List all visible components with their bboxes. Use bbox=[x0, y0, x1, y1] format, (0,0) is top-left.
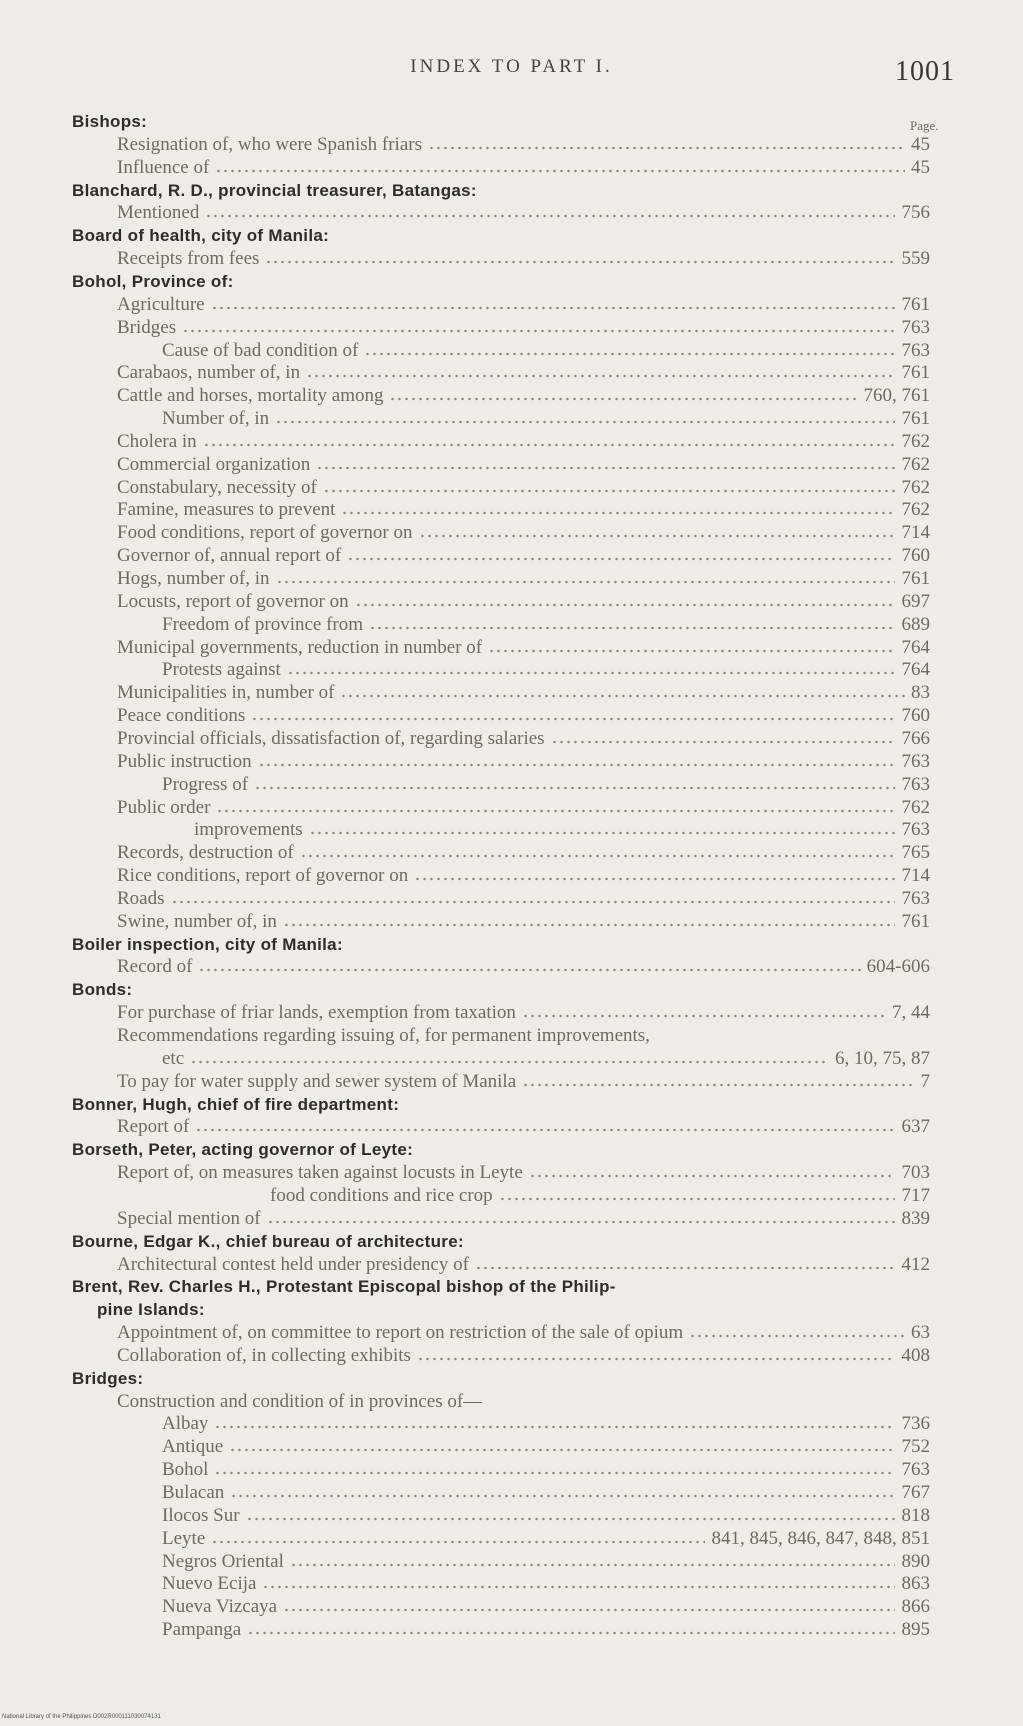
index-heading: Bonner, Hugh, chief of fire department: bbox=[72, 1094, 400, 1114]
entry-text: Number of, in bbox=[162, 408, 270, 430]
dot-leader bbox=[522, 1014, 886, 1018]
dot-leader bbox=[214, 1471, 895, 1475]
dot-leader bbox=[475, 1266, 895, 1270]
dot-leader bbox=[283, 923, 895, 927]
dot-leader bbox=[230, 1494, 895, 1498]
dot-leader bbox=[215, 169, 905, 173]
entry-text: Recommendations regarding issuing of, for permanent improvements, bbox=[117, 1025, 650, 1046]
dot-leader bbox=[265, 260, 895, 264]
entry-text: Peace conditions bbox=[117, 705, 246, 727]
page-reference: 762 bbox=[901, 796, 930, 818]
entry-text: Special mention of bbox=[117, 1207, 261, 1229]
entry-text: Commercial organization bbox=[117, 453, 311, 475]
index-entry bbox=[0, 339, 1023, 362]
page-reference: 765 bbox=[901, 842, 930, 864]
dot-leader bbox=[488, 649, 895, 653]
index-entry bbox=[0, 361, 1023, 384]
dot-leader bbox=[251, 717, 895, 721]
entry-text: Progress of bbox=[162, 773, 249, 795]
index-entry bbox=[0, 1481, 1023, 1504]
dot-leader bbox=[316, 466, 895, 470]
page-reference: 83 bbox=[911, 682, 930, 704]
dot-leader bbox=[267, 1220, 895, 1224]
index-entry bbox=[0, 1435, 1023, 1458]
entry-text: Cholera in bbox=[117, 430, 197, 452]
page-reference: 841, 845, 846, 847, 848, 851 bbox=[711, 1527, 930, 1549]
page-reference: 763 bbox=[901, 887, 930, 909]
page-reference: 761 bbox=[901, 362, 930, 384]
page-reference: 762 bbox=[901, 499, 930, 521]
page-reference: 559 bbox=[901, 248, 930, 270]
entry-text: Record of bbox=[117, 956, 193, 978]
dot-leader bbox=[341, 511, 895, 515]
index-entry bbox=[0, 818, 1023, 841]
index-heading: Bonds: bbox=[72, 980, 133, 1000]
index-entry bbox=[0, 201, 1023, 224]
entry-text: Rice conditions, report of governor on bbox=[117, 865, 409, 887]
index-entry bbox=[0, 1047, 1023, 1070]
entry-text: Albay bbox=[162, 1413, 209, 1435]
entry-text: Resignation of, who were Spanish friars bbox=[117, 133, 422, 155]
dot-leader bbox=[287, 671, 895, 675]
entry-text: Municipal governments, reduction in number of bbox=[117, 636, 483, 658]
dot-leader bbox=[254, 786, 895, 790]
entry-text: To pay for water supply and sewer system of Manila bbox=[117, 1070, 517, 1092]
dot-leader bbox=[275, 420, 895, 424]
entry-text: etc bbox=[162, 1047, 185, 1069]
index-entry bbox=[0, 773, 1023, 796]
dot-leader bbox=[355, 603, 895, 607]
entry-text: Records, destruction of bbox=[117, 842, 294, 864]
entry-text: Negros Oriental bbox=[162, 1550, 284, 1572]
dot-leader bbox=[306, 374, 895, 378]
index-heading: pine Islands: bbox=[97, 1300, 205, 1320]
index-heading-line bbox=[0, 270, 1023, 293]
index-heading-line bbox=[0, 1298, 1023, 1321]
index-heading: Board of health, city of Manila: bbox=[72, 226, 330, 246]
entry-text: food conditions and rice crop bbox=[270, 1184, 493, 1206]
dot-leader bbox=[309, 831, 895, 835]
entry-text: Collaboration of, in collecting exhibits bbox=[117, 1344, 411, 1366]
dot-leader bbox=[283, 1608, 895, 1612]
page-number: 1001 bbox=[895, 56, 955, 87]
dot-leader bbox=[211, 306, 895, 310]
page-reference: 763 bbox=[901, 750, 930, 772]
page-reference: 63 bbox=[911, 1322, 930, 1344]
entry-text: For purchase of friar lands, exemption from taxation bbox=[117, 1002, 516, 1024]
dot-leader bbox=[347, 557, 895, 561]
page-reference: 766 bbox=[901, 727, 930, 749]
dot-leader bbox=[229, 1448, 895, 1452]
page-reference: 761 bbox=[901, 293, 930, 315]
index-entry bbox=[0, 453, 1023, 476]
entry-text: Pampanga bbox=[162, 1619, 242, 1641]
entry-text: Receipts from fees bbox=[117, 248, 260, 270]
index-entry bbox=[0, 521, 1023, 544]
index-heading: Bourne, Edgar K., chief bureau of architecture: bbox=[72, 1231, 464, 1251]
page-reference: 45 bbox=[911, 133, 930, 155]
entry-text: Public instruction bbox=[117, 750, 252, 772]
page-reference: 604-606 bbox=[866, 956, 930, 978]
entry-text: Swine, number of, in bbox=[117, 910, 277, 932]
dot-leader bbox=[689, 1334, 905, 1338]
dot-leader bbox=[247, 1631, 895, 1635]
page-reference: 760 bbox=[901, 705, 930, 727]
dot-leader bbox=[417, 1357, 895, 1361]
dot-leader bbox=[276, 580, 895, 584]
index-heading-line bbox=[0, 224, 1023, 247]
index-entry bbox=[0, 1161, 1023, 1184]
page-reference: 761 bbox=[901, 910, 930, 932]
dot-leader bbox=[198, 968, 861, 972]
dot-leader bbox=[369, 626, 895, 630]
index-entry bbox=[0, 1024, 1023, 1047]
index-entry bbox=[0, 681, 1023, 704]
dot-leader bbox=[211, 1540, 705, 1544]
entry-text: Leyte bbox=[162, 1527, 206, 1549]
entry-text: Bulacan bbox=[162, 1482, 225, 1503]
entry-text: Constabulary, necessity of bbox=[117, 476, 317, 498]
index-entry bbox=[0, 498, 1023, 521]
dot-leader bbox=[190, 1060, 829, 1064]
index-entry bbox=[0, 658, 1023, 681]
entry-text: Architectural contest held under presidency of bbox=[117, 1253, 469, 1275]
entry-text: Antique bbox=[162, 1436, 224, 1458]
page-reference: 756 bbox=[901, 202, 930, 224]
page-reference: 763 bbox=[901, 316, 930, 338]
index-entry bbox=[0, 1390, 1023, 1413]
index-entry bbox=[0, 750, 1023, 773]
index-heading-line bbox=[0, 933, 1023, 956]
index-heading-line bbox=[0, 1275, 1023, 1298]
entry-text: Report of bbox=[117, 1116, 190, 1138]
index-entry bbox=[0, 1207, 1023, 1230]
page-reference: 412 bbox=[901, 1253, 930, 1275]
index-entry bbox=[0, 567, 1023, 590]
dot-leader bbox=[171, 900, 895, 904]
dot-leader bbox=[323, 489, 895, 493]
index-entry bbox=[0, 590, 1023, 613]
index-entry bbox=[0, 293, 1023, 316]
index-entry bbox=[0, 384, 1023, 407]
page-reference: 890 bbox=[901, 1550, 930, 1572]
index-entry bbox=[0, 1595, 1023, 1618]
index-heading: Bishops: bbox=[72, 112, 148, 131]
index-entry bbox=[0, 1504, 1023, 1527]
index-entry bbox=[0, 1001, 1023, 1024]
index-entry bbox=[0, 1253, 1023, 1276]
index-entry bbox=[0, 910, 1023, 933]
page-reference: 752 bbox=[901, 1436, 930, 1458]
dot-leader bbox=[205, 214, 895, 218]
dot-leader bbox=[246, 1517, 895, 1521]
entry-text: Locusts, report of governor on bbox=[117, 590, 349, 612]
running-header: INDEX TO PART I. bbox=[410, 56, 613, 77]
page-reference: 761 bbox=[901, 568, 930, 589]
index-entry bbox=[0, 796, 1023, 819]
entry-text: Influence of bbox=[117, 156, 210, 178]
index-entry bbox=[0, 247, 1023, 270]
page-reference: 863 bbox=[901, 1573, 930, 1595]
index-heading: Boiler inspection, city of Manila: bbox=[72, 934, 343, 954]
entry-text: Governor of, annual report of bbox=[117, 545, 342, 567]
page-reference: 717 bbox=[901, 1184, 930, 1206]
dot-leader bbox=[258, 763, 895, 767]
index-entry bbox=[0, 636, 1023, 659]
index-entry bbox=[0, 476, 1023, 499]
entry-text: Provincial officials, dissatisfaction of, regarding salaries bbox=[117, 727, 545, 749]
dot-leader bbox=[214, 1425, 895, 1429]
page-reference: 714 bbox=[901, 865, 930, 887]
dot-leader bbox=[290, 1563, 895, 1567]
entry-text: Roads bbox=[117, 887, 165, 909]
dot-leader bbox=[340, 694, 905, 698]
entry-text: Freedom of province from bbox=[162, 613, 364, 635]
page-reference: 895 bbox=[901, 1619, 930, 1641]
index-entry bbox=[0, 1572, 1023, 1595]
entry-text: Hogs, number of, in bbox=[117, 568, 270, 589]
entry-text: Protests against bbox=[162, 659, 281, 681]
entry-text: Report of, on measures taken against locusts in Leyte bbox=[117, 1162, 523, 1184]
dot-leader bbox=[182, 329, 895, 333]
dot-leader bbox=[195, 1128, 895, 1132]
dot-leader bbox=[414, 877, 895, 881]
page-column-label: Page. bbox=[910, 118, 939, 133]
page-reference: 714 bbox=[901, 522, 930, 544]
entry-text: Cause of bad condition of bbox=[162, 339, 359, 361]
page-reference: 762 bbox=[901, 453, 930, 475]
index-entry bbox=[0, 864, 1023, 887]
entry-text: Public order bbox=[117, 796, 211, 818]
entry-text: Agriculture bbox=[117, 293, 205, 315]
index-entry bbox=[0, 887, 1023, 910]
page-reference: 736 bbox=[901, 1413, 930, 1435]
page-reference: 763 bbox=[901, 339, 930, 361]
dot-leader bbox=[551, 740, 895, 744]
page-reference: 7 bbox=[920, 1070, 930, 1092]
dot-leader bbox=[389, 397, 857, 401]
page-reference: 697 bbox=[901, 590, 930, 612]
index-entry bbox=[0, 955, 1023, 978]
entry-text: Bridges bbox=[117, 316, 177, 338]
entry-text: Food conditions, report of governor on bbox=[117, 522, 413, 544]
entry-text: Nuevo Ecija bbox=[162, 1573, 257, 1595]
dot-leader bbox=[428, 146, 905, 150]
entry-text: Construction and condition of in provinces of— bbox=[117, 1390, 483, 1412]
index-entry bbox=[0, 1321, 1023, 1344]
index-entry bbox=[0, 1115, 1023, 1138]
index-entry bbox=[0, 1618, 1023, 1641]
entry-text: Carabaos, number of, in bbox=[117, 362, 301, 384]
entry-text: Appointment of, on committee to report on restriction of the sale of opium bbox=[117, 1322, 684, 1344]
index-heading-line bbox=[0, 110, 1023, 133]
index-entry bbox=[0, 1344, 1023, 1367]
index-entry bbox=[0, 727, 1023, 750]
page-reference: 762 bbox=[901, 476, 930, 498]
index-heading: Borseth, Peter, acting governor of Leyte: bbox=[72, 1140, 414, 1160]
dot-leader bbox=[419, 534, 895, 538]
dot-leader bbox=[522, 1083, 914, 1087]
page-reference: 763 bbox=[901, 1459, 930, 1481]
index-entry bbox=[0, 1412, 1023, 1435]
index-entry bbox=[0, 1070, 1023, 1093]
scan-footer: National Library of the Philippines D002R000111030074131 bbox=[2, 1714, 161, 1720]
dot-leader bbox=[300, 854, 895, 858]
entry-text: Mentioned bbox=[117, 202, 200, 224]
index-heading-line bbox=[0, 179, 1023, 202]
index-heading: Bohol, Province of: bbox=[72, 271, 234, 291]
entry-text: Famine, measures to prevent bbox=[117, 499, 336, 521]
entry-text: Municipalities in, number of bbox=[117, 682, 335, 704]
dot-leader bbox=[203, 443, 895, 447]
page-reference: 760 bbox=[901, 545, 930, 567]
page-reference: 689 bbox=[901, 613, 930, 635]
page-reference: 703 bbox=[901, 1162, 930, 1184]
page-reference: 818 bbox=[901, 1504, 930, 1526]
index-entry bbox=[0, 407, 1023, 430]
entry-text: improvements bbox=[194, 819, 303, 841]
page-reference: 839 bbox=[901, 1207, 930, 1229]
index-entry bbox=[0, 1458, 1023, 1481]
dot-leader bbox=[529, 1174, 895, 1178]
page-reference: 767 bbox=[901, 1482, 930, 1503]
page-reference: 408 bbox=[901, 1344, 930, 1366]
index-heading: Brent, Rev. Charles H., Protestant Episcopal bishop of the Philip- bbox=[72, 1277, 616, 1297]
page-reference: 7, 44 bbox=[892, 1002, 930, 1024]
page-reference: 764 bbox=[901, 636, 930, 658]
index-heading: Blanchard, R. D., provincial treasurer, Batangas: bbox=[72, 180, 477, 200]
entry-text: Ilocos Sur bbox=[162, 1504, 240, 1526]
index-entry bbox=[0, 156, 1023, 179]
index-heading-line bbox=[0, 978, 1023, 1001]
index-entry bbox=[0, 1527, 1023, 1550]
page-reference: 866 bbox=[901, 1596, 930, 1618]
index-heading-line bbox=[0, 1093, 1023, 1116]
entry-text: Cattle and horses, mortality among bbox=[117, 385, 384, 407]
page-reference: 761 bbox=[901, 408, 930, 430]
dot-leader bbox=[216, 809, 895, 813]
index-entry bbox=[0, 1550, 1023, 1573]
index-heading-line bbox=[0, 1230, 1023, 1253]
index-heading-line bbox=[0, 1138, 1023, 1161]
entry-text: Nueva Vizcaya bbox=[162, 1596, 278, 1618]
page-reference: 760, 761 bbox=[863, 385, 930, 407]
index-entry bbox=[0, 316, 1023, 339]
entry-text: Bohol bbox=[162, 1459, 209, 1481]
index-entry bbox=[0, 430, 1023, 453]
page-reference: 763 bbox=[901, 819, 930, 841]
page-reference: 45 bbox=[911, 156, 930, 178]
index-entry bbox=[0, 841, 1023, 864]
page-reference: 762 bbox=[901, 430, 930, 452]
dot-leader bbox=[364, 352, 895, 356]
page-reference: 764 bbox=[901, 659, 930, 681]
dot-leader bbox=[262, 1585, 895, 1589]
index-entry bbox=[0, 544, 1023, 567]
index-entry bbox=[0, 1184, 1023, 1207]
page-reference: 763 bbox=[901, 773, 930, 795]
index-entry bbox=[0, 133, 1023, 156]
index-entry bbox=[0, 613, 1023, 636]
index-entry bbox=[0, 704, 1023, 727]
index-heading: Bridges: bbox=[72, 1368, 144, 1388]
page-reference: 637 bbox=[901, 1116, 930, 1138]
index-heading-line bbox=[0, 1367, 1023, 1390]
dot-leader bbox=[499, 1197, 895, 1201]
page-reference: 6, 10, 75, 87 bbox=[835, 1047, 930, 1069]
